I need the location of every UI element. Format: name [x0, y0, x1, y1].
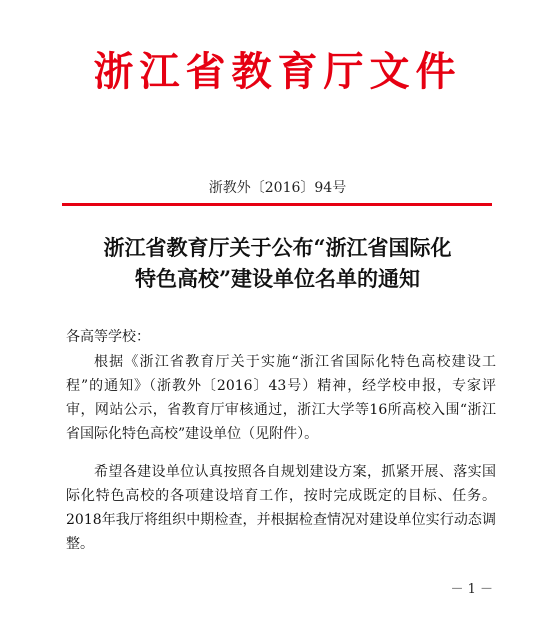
- notice-title-line1: 浙江省教育厅关于公布“浙江省国际化: [103, 235, 452, 260]
- salutation: 各高等学校：: [66, 329, 150, 345]
- document-number: 浙教外〔2016〕94号: [208, 180, 347, 196]
- notice-title: [0, 232, 555, 294]
- document-header-title: 浙江省教育厅文件: [93, 48, 462, 95]
- body-paragraph-2: 希望各建设单位认真按照各自规划建设方案，抓紧开展、落实国际化特色高校的各项建设培育工作，按时完成既定的目标、任务。2018年我厅将组织中期检查，并根据检查情况对建设单位实行动态调整。: [66, 464, 496, 552]
- header-red-rule: [62, 203, 492, 206]
- page-number: － 1 －: [450, 582, 493, 597]
- body-paragraph-1: 根据《浙江省教育厅关于实施“浙江省国际化特色高校建设工程”的通知》（浙教外〔2016〕43号）精神，经学校申报，专家评审，网站公示，省教育厅审核通过，浙江大学等16所高校入围“浙江省国际化特色高校”建设单位（见附件）。: [66, 354, 496, 442]
- notice-title-line2: 特色高校”建设单位名单的通知: [134, 266, 421, 291]
